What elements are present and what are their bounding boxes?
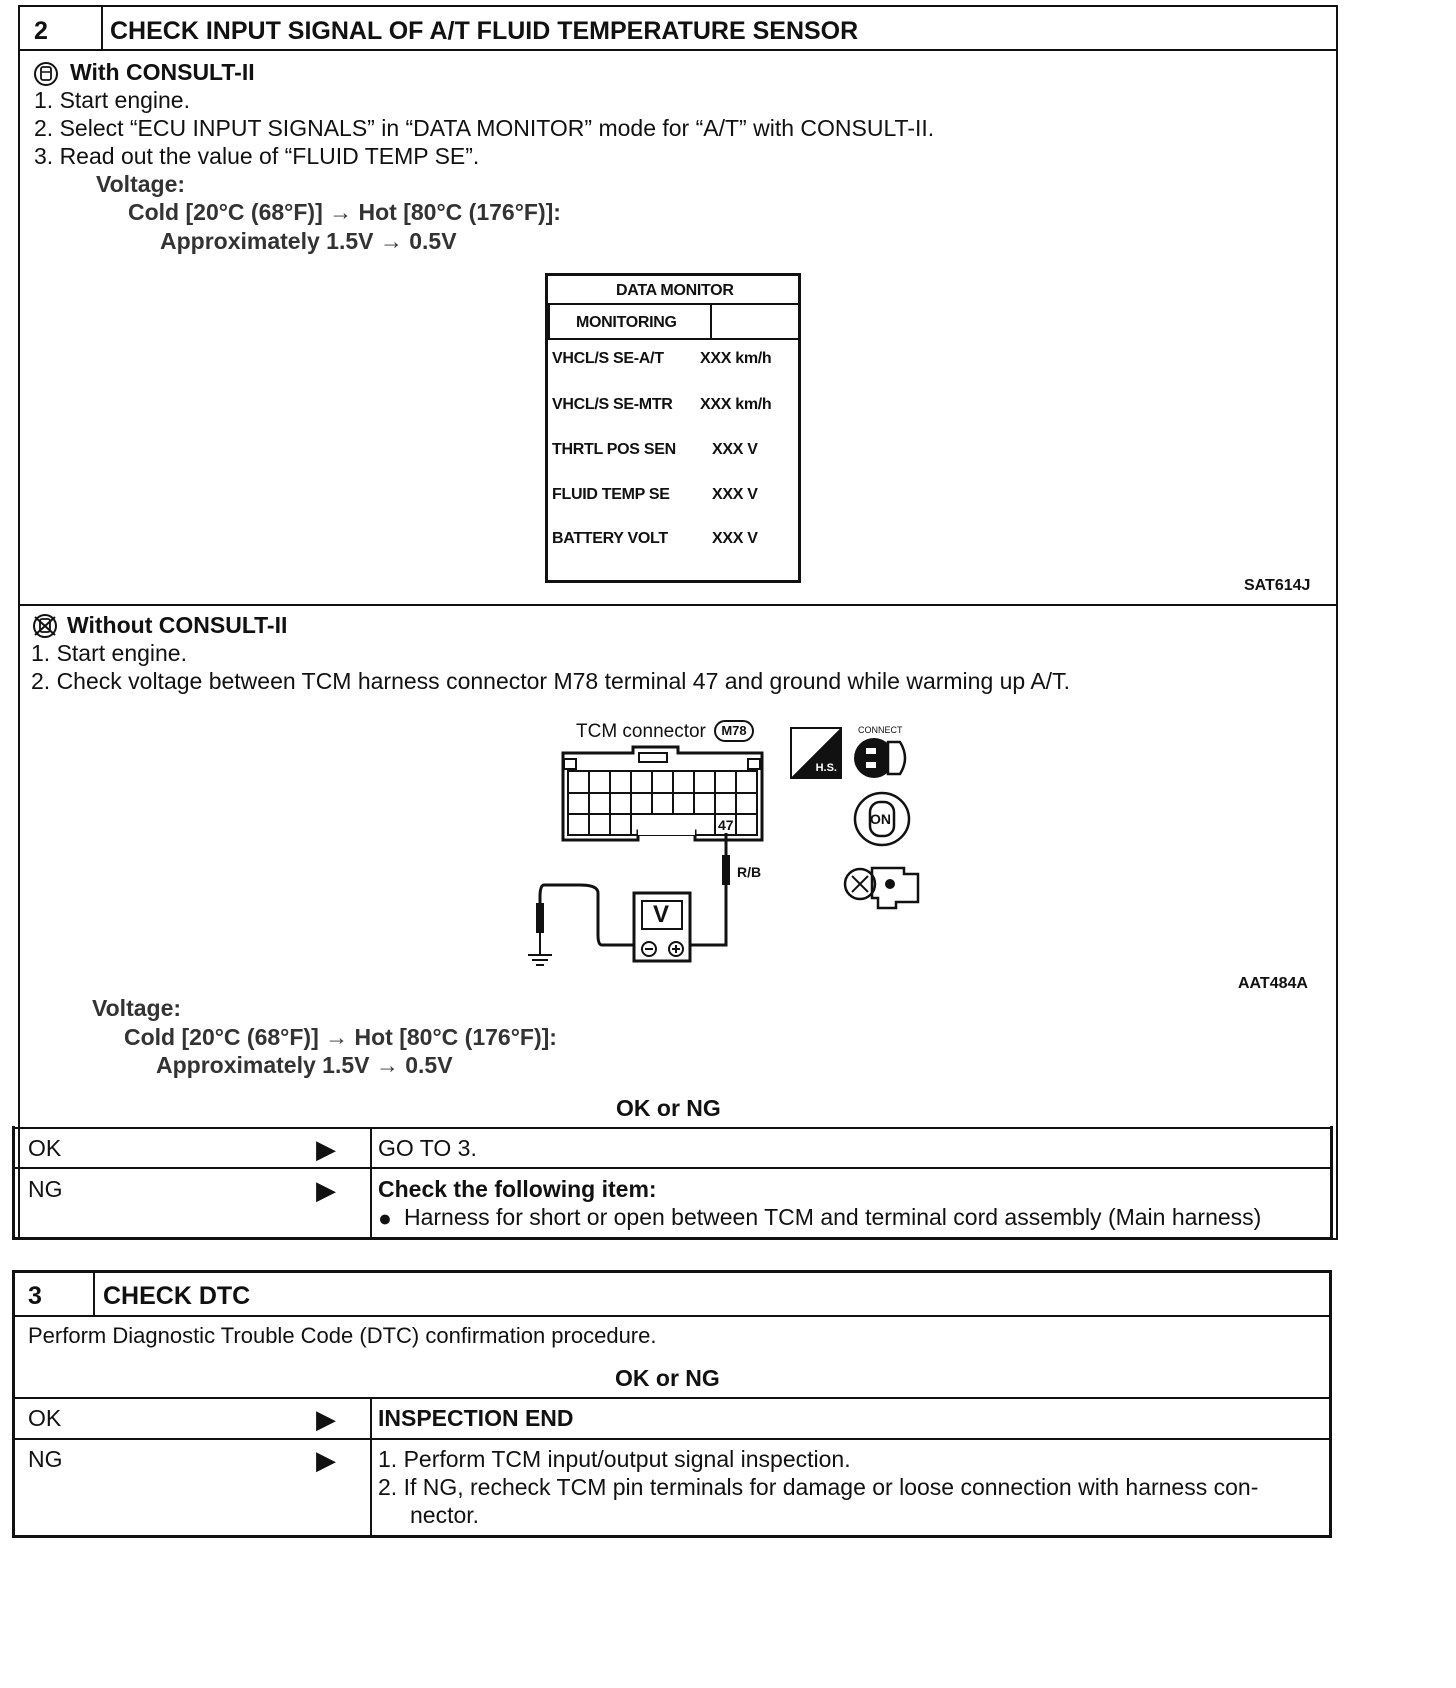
step3-number: 3 [28, 1282, 42, 1310]
data-monitor-header: DATA MONITOR [616, 282, 734, 299]
step2-ok-arrow: ▶ [316, 1134, 336, 1164]
without-consult-spec-line2: Approximately 1.5V → 0.5V [156, 1052, 453, 1078]
step2-ok-label: OK [28, 1135, 62, 1161]
without-consult-spec-label: Voltage: [92, 995, 182, 1021]
data-monitor-row-item: FLUID TEMP SE [552, 486, 670, 503]
with-consult-heading: With CONSULT-II [70, 59, 255, 85]
step3-number-divider [93, 1270, 95, 1316]
step3-ok-action: INSPECTION END [378, 1405, 574, 1431]
step2-ng-label: NG [28, 1176, 63, 1202]
step3-ok-arrow: ▶ [316, 1404, 336, 1434]
engine-running-icon [842, 854, 924, 912]
step3-ok-top [12, 1397, 1332, 1399]
step3-result-header: OK or NG [615, 1365, 720, 1391]
with-consult-step-3: 3. Read out the value of “FLUID TEMP SE”. [34, 143, 480, 169]
harness-side-icon [790, 727, 842, 779]
step3-ng-line1: 1. Perform TCM input/output signal inspection. [378, 1446, 851, 1472]
data-monitor-row-item: BATTERY VOLT [552, 530, 668, 547]
data-monitor-left-edge [548, 303, 550, 339]
step2-title-divider [18, 49, 1338, 51]
data-monitor-subheader-divider [548, 338, 800, 340]
data-monitor-row-value: XXX V [712, 441, 758, 458]
step2-result-frame [12, 1126, 1333, 1240]
with-without-divider [18, 604, 1338, 606]
wire-color: R/B [737, 864, 762, 880]
disconnected-connector-icon [852, 736, 912, 780]
step2-ng-action-title: Check the following item: [378, 1176, 657, 1202]
step2-result-header: OK or NG [616, 1095, 721, 1121]
without-consult-step-1: 1. Start engine. [31, 640, 187, 666]
connector-id: M78 [721, 723, 747, 738]
ignition-on-label: ON [870, 811, 891, 827]
step3-ok-label: OK [28, 1405, 62, 1431]
step2-ng-bullet-dot: ● [378, 1205, 392, 1231]
data-monitor-header-divider [545, 303, 801, 305]
data-monitor-row-item: VHCL/S SE-A/T [552, 350, 664, 367]
step2-ng-arrow: ▶ [316, 1175, 336, 1205]
data-monitor-row-item: VHCL/S SE-MTR [552, 396, 673, 413]
step3-ng-label: NG [28, 1446, 63, 1472]
consult-tester-icon [33, 61, 59, 87]
data-monitor-subheader-split [710, 303, 712, 339]
terminal-number: 47 [718, 817, 734, 833]
connect-label: CONNECT [858, 725, 903, 735]
step3-ng-line2: 2. If NG, recheck TCM pin terminals for damage or loose connection with harness con- [378, 1474, 1259, 1500]
step3-ng-top [12, 1438, 1332, 1440]
data-monitor-row-value: XXX V [712, 486, 758, 503]
data-monitor-subheader: MONITORING [576, 314, 677, 331]
without-consult-heading: Without CONSULT-II [67, 612, 288, 638]
step3-body: Perform Diagnostic Trouble Code (DTC) confirmation procedure. [28, 1323, 657, 1348]
with-consult-step-1: 1. Start engine. [34, 87, 190, 113]
with-consult-spec-label: Voltage: [96, 171, 186, 197]
voltmeter-symbol: V [653, 901, 670, 928]
connector-diagram [520, 745, 780, 980]
data-monitor-row-value: XXX km/h [700, 396, 772, 413]
with-consult-spec-line2: Approximately 1.5V → 0.5V [160, 228, 457, 254]
data-monitor-row-value: XXX V [712, 530, 758, 547]
tcm-connector-label: TCM connector [576, 721, 706, 742]
step3-ng-line3: nector. [410, 1502, 480, 1528]
step3-title: CHECK DTC [103, 1282, 251, 1310]
with-consult-spec-line1: Cold [20°C (68°F)] → Hot [80°C (176°F)]: [128, 199, 561, 225]
harness-side-label: H.S. [815, 762, 837, 774]
step2-ng-action-bullet: Harness for short or open between TCM and terminal cord assembly (Main harness) [404, 1204, 1262, 1230]
step3-result-split [370, 1397, 372, 1537]
step2-number-divider [101, 5, 103, 50]
step3-ng-arrow: ▶ [316, 1445, 336, 1475]
without-consult-spec-line1: Cold [20°C (68°F)] → Hot [80°C (176°F)]: [124, 1024, 557, 1050]
data-monitor-row-value: XXX km/h [700, 350, 772, 367]
no-tester-icon [31, 613, 59, 639]
figure-code-aat484a: AAT484A [1238, 975, 1308, 992]
step2-ok-action: GO TO 3. [378, 1135, 477, 1161]
connector-id-badge [714, 720, 754, 742]
step2-number: 2 [34, 17, 48, 45]
data-monitor-row-item: THRTL POS SEN [552, 441, 676, 458]
step3-title-divider [12, 1315, 1332, 1317]
figure-code-sat614j: SAT614J [1244, 577, 1311, 594]
with-consult-step-2: 2. Select “ECU INPUT SIGNALS” in “DATA MONITOR” mode for “A/T” with CONSULT-II. [34, 115, 935, 141]
step2-title: CHECK INPUT SIGNAL OF A/T FLUID TEMPERATURE SENSOR [110, 17, 859, 45]
without-consult-step-2: 2. Check voltage between TCM harness connector M78 terminal 47 and ground while warming up A/T. [31, 668, 1070, 694]
